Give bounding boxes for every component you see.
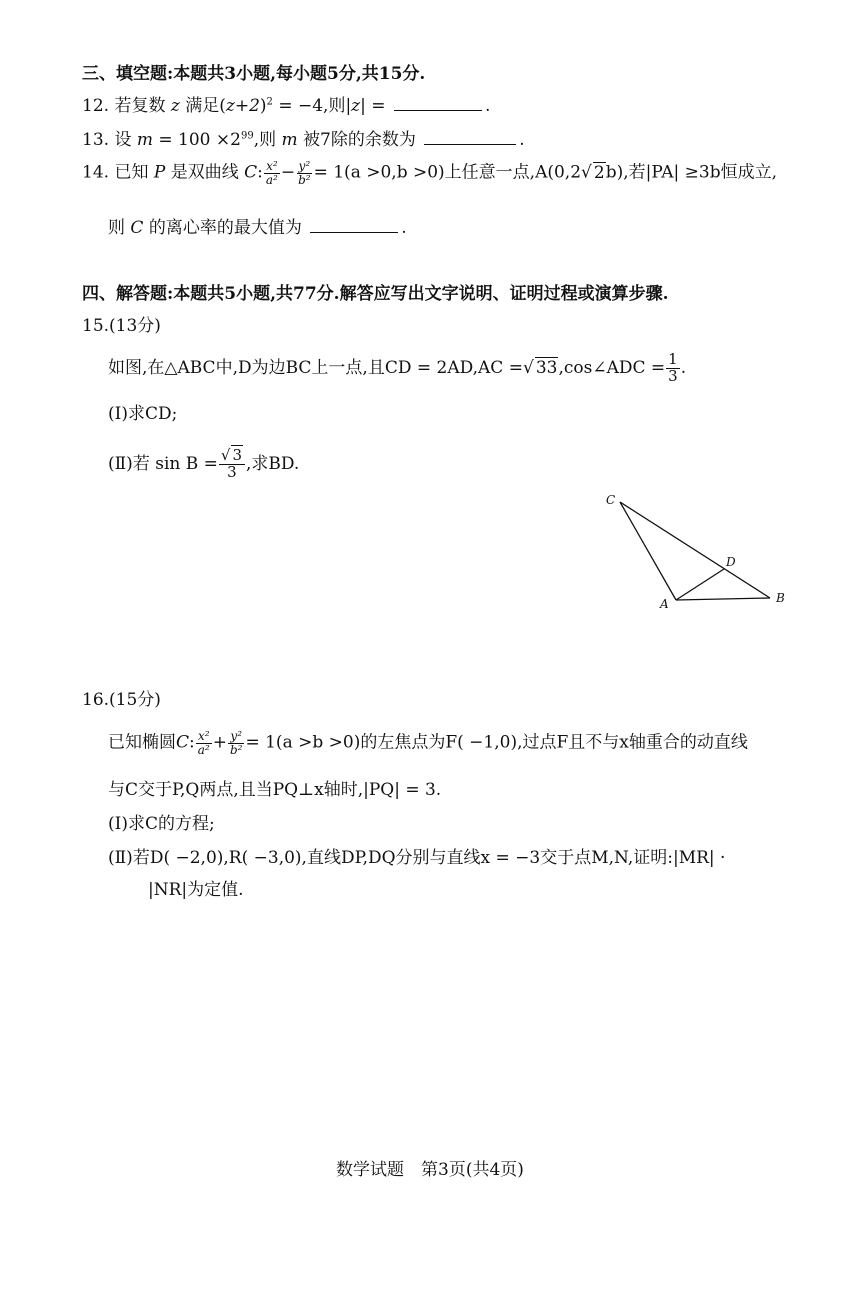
q15-frac-cos-den: 3: [668, 366, 678, 385]
label-C: C: [606, 493, 616, 507]
q16-frac-y-num: y²: [230, 729, 243, 743]
q16-part2-line1: (Ⅱ)若D( −2,0),R( −3,0),直线DP,DQ分别与直线x = −3交于点M,N,证明:|MR| ·: [108, 848, 726, 868]
q12-close: ): [259, 96, 267, 116]
q16-frac-x-den: a²: [197, 742, 210, 757]
q14-frac-x-den: a²: [265, 172, 278, 187]
q14-frac-y: [296, 160, 313, 186]
label-B: B: [776, 591, 785, 605]
q14-frac-y-den: b²: [298, 172, 311, 187]
q12-lead: 若复数: [114, 96, 166, 116]
q12-satisfy: 满足(: [185, 96, 226, 116]
q14-text1: 是双曲线: [170, 162, 239, 183]
q13-tail: 被7除的余数为: [303, 130, 416, 150]
q15-period: .: [680, 357, 687, 378]
q14-colon: :: [257, 162, 263, 183]
segment-AD: [676, 569, 724, 600]
label-A: A: [660, 597, 669, 611]
q16-frac-x-num: x²: [197, 729, 210, 743]
q12-period: .: [484, 96, 491, 116]
q12-answer-blank[interactable]: [394, 96, 482, 111]
side-AB: [676, 598, 770, 600]
q14-minus: −: [280, 162, 296, 183]
q16-part2-line2: |NR|为定值.: [148, 880, 244, 900]
q12-var-z: z: [170, 96, 180, 116]
section3-heading: 三、填空题:本题共3小题,每小题5分,共15分.: [82, 64, 426, 84]
q16-line1-tail: = 1(a >b >0)的左焦点为F( −1,0),过点F且不与x轴重合的动直线: [245, 732, 748, 753]
q15-part2-tail: ,求BD.: [246, 453, 300, 474]
q13-eq: = 100 ×2: [158, 130, 241, 150]
q14-line2-lead: 则: [108, 218, 125, 238]
q12-var-z2: z: [351, 96, 361, 116]
question-12: [82, 96, 490, 116]
q15-frac-cos: [666, 352, 680, 385]
q15-sqrt-content: 33: [535, 357, 558, 378]
side-CA: [620, 502, 676, 600]
q16-colon: :: [189, 732, 195, 753]
q14-cond: = 1(a >0,b >0)上任意一点,A(0,2: [313, 162, 582, 183]
q15-sqrt-sign: √: [522, 357, 534, 378]
q16-var-C: C: [176, 732, 190, 753]
q14-sqrt-sign: √: [581, 162, 592, 183]
page-footer: 数学试题 第3页(共4页): [336, 1160, 524, 1180]
q14-frac-x-num: x²: [266, 159, 278, 173]
q14-lead: 已知: [114, 162, 149, 183]
side-CB: [620, 502, 770, 598]
q16-header: 16.(15分): [82, 690, 161, 710]
q14-frac-x: [264, 160, 280, 186]
q16-frac-x: [196, 730, 212, 756]
label-D: D: [726, 555, 736, 569]
question-13: [82, 130, 525, 150]
q12-expr: z+2: [225, 96, 260, 116]
q14-period: .: [401, 218, 407, 238]
q14-number: 14.: [82, 162, 110, 183]
q13-period: .: [519, 130, 525, 150]
q13-number: 13.: [82, 130, 110, 150]
q16-line1-lead: 已知椭圆: [108, 732, 176, 753]
q16-line2: 与C交于P,Q两点,且当PQ⊥x轴时,|PQ| = 3.: [108, 780, 442, 800]
q16-frac-y-den: b²: [229, 742, 243, 757]
q16-plus: +: [212, 732, 227, 753]
q15-part2-sqrt-sign: √: [220, 446, 231, 464]
q15-part2-lead: (Ⅱ)若 sin B =: [108, 453, 218, 474]
q14-frac-y-num: y²: [298, 159, 311, 173]
q13-mid: ,则: [253, 130, 277, 150]
q15-cos: ,cos∠ADC =: [558, 357, 666, 378]
q13-lead: 设: [114, 130, 132, 150]
question-14: [82, 160, 777, 186]
q14-var-P: P: [153, 162, 166, 183]
section4-heading: 四、解答题:本题共5小题,共77分.解答应写出文字说明、证明过程或演算步骤.: [82, 284, 669, 304]
question-14-line2: [108, 218, 407, 238]
q14-sqrt-content: 2: [593, 162, 605, 183]
q15-part2-sqrt-content: 3: [232, 446, 242, 464]
q12-rhs: = −4,则|: [278, 96, 352, 116]
q15-stem-text: 如图,在△ABC中,D为边BC上一点,且CD = 2AD,AC =: [108, 357, 523, 378]
q13-exponent: 99: [240, 130, 254, 142]
triangle-figure: [596, 486, 796, 616]
q15-frac-sinB-den: 3: [227, 462, 237, 481]
q13-var-m: m: [136, 130, 153, 150]
q12-square: 2: [266, 96, 273, 108]
q16-frac-y: [228, 730, 245, 756]
q15-header: 15.(13分): [82, 316, 161, 336]
q15-frac-sinB: [219, 448, 245, 481]
q14-var-C2: C: [130, 218, 144, 238]
q15-stem: [108, 352, 686, 385]
q13-answer-blank[interactable]: [424, 130, 516, 145]
q12-end: | =: [360, 96, 386, 116]
q14-b-close: b),若|PA| ≥3b恒成立,: [605, 162, 777, 183]
q12-number: 12.: [82, 96, 110, 116]
q14-var-C: C: [244, 162, 258, 183]
q13-var-m2: m: [281, 130, 298, 150]
q14-answer-blank[interactable]: [310, 218, 398, 233]
q14-line2-tail: 的离心率的最大值为: [148, 218, 302, 238]
q15-part2: [108, 448, 299, 481]
q16-line1: [108, 730, 748, 756]
q16-part1: (Ⅰ)求C的方程;: [108, 814, 215, 834]
q15-frac-cos-num: 1: [668, 350, 678, 368]
q15-part1: (Ⅰ)求CD;: [108, 404, 178, 424]
